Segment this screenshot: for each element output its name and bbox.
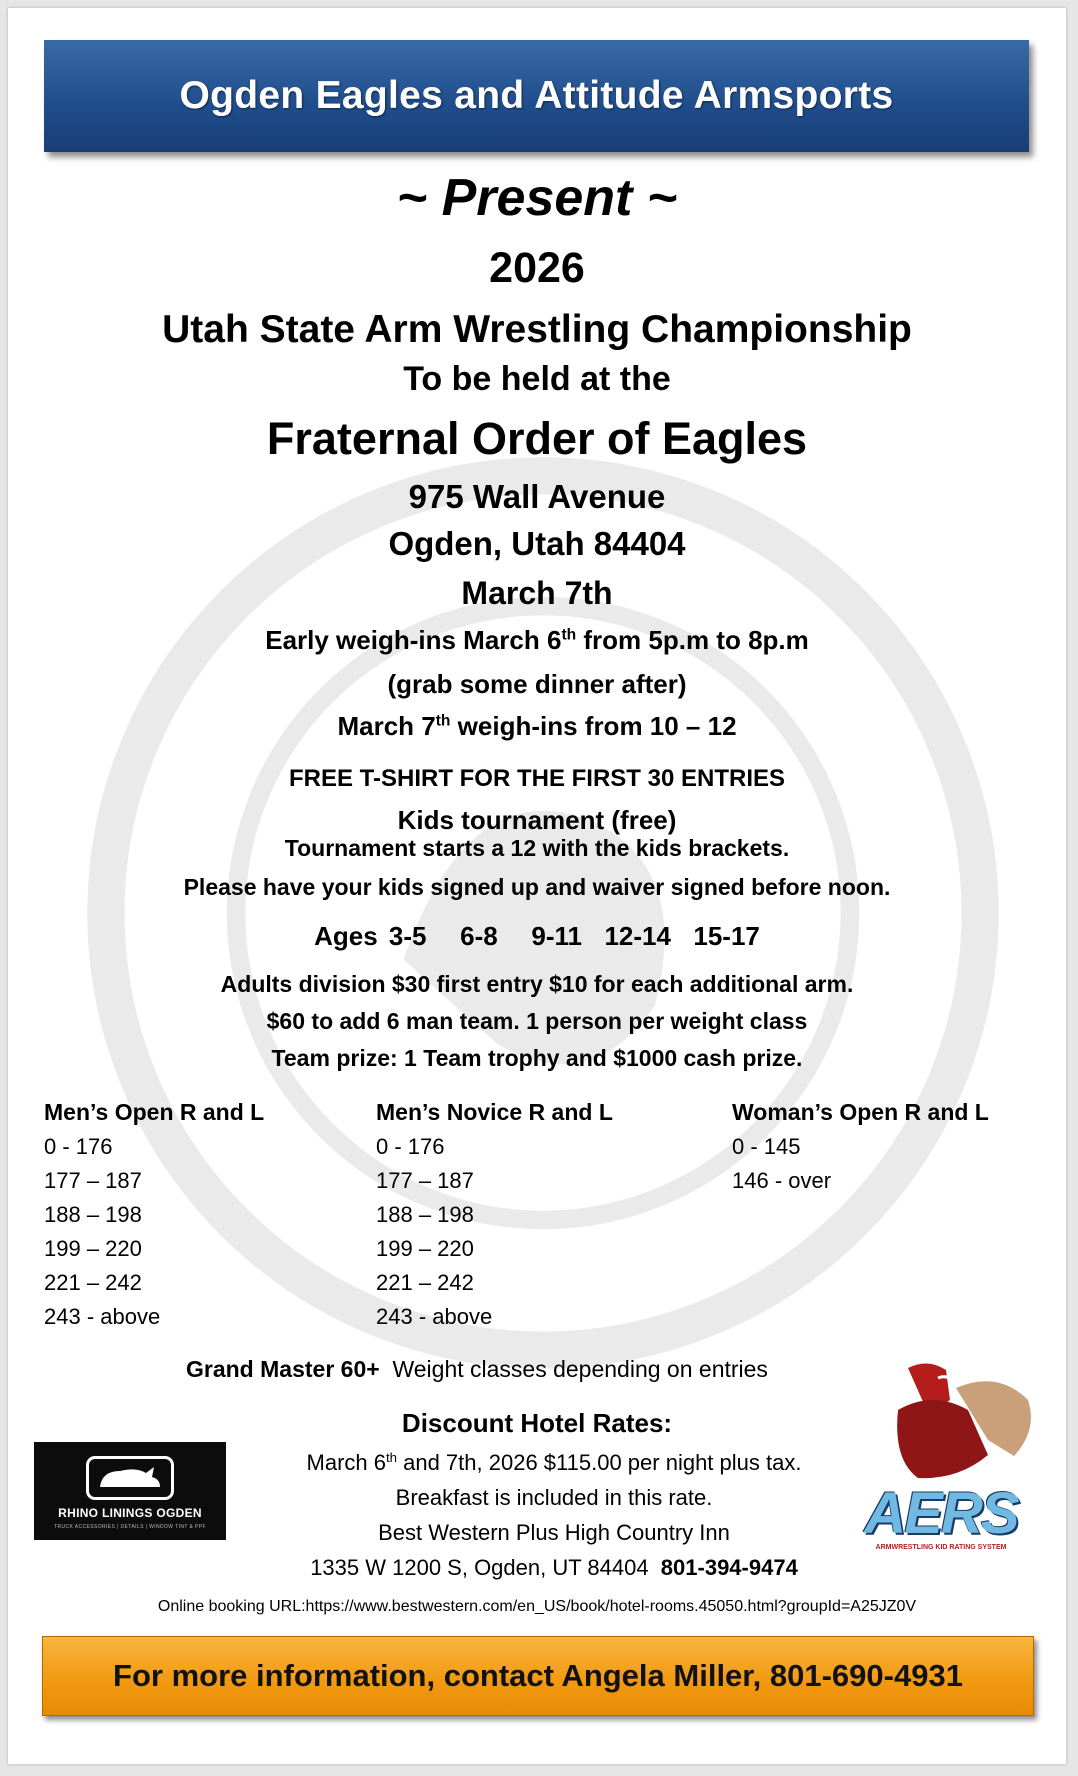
footer-contact-banner — [42, 1636, 1034, 1716]
footer-contact: For more information, contact Angela Miller, 801-690-4931 — [113, 1658, 963, 1693]
division-womens-open — [732, 1096, 989, 1198]
weight-class: 221 – 242 — [376, 1270, 474, 1295]
hotel-address: 1335 W 1200 S, Ogden, UT 84404 801-394-9474 — [310, 1555, 798, 1580]
weight-class: 243 - above — [376, 1304, 493, 1329]
free-shirt-notice: FREE T-SHIRT FOR THE FIRST 30 ENTRIES — [288, 765, 786, 792]
rhino-subtitle: TRUCK ACCESSORIES | DETAILS | WINDOW TINT & PPF — [54, 1524, 206, 1530]
kids-tournament: Kids tournament (free) — [397, 805, 677, 835]
booking-url[interactable]: Online booking URL:https://www.bestwestern.com/en_US/book/hotel-rooms.45050.html?groupId=A25JZ0V — [157, 1598, 917, 1615]
weight-class: 177 – 187 — [44, 1168, 142, 1193]
hotel-name: Best Western Plus High Country Inn — [378, 1520, 730, 1545]
dinner-note: (grab some dinner after) — [387, 669, 687, 699]
adults-fee: Adults division $30 first entry $10 for each additional arm. — [220, 971, 854, 997]
weight-class: 0 - 145 — [732, 1134, 801, 1159]
hotel-phone: 801-394-9474 — [660, 1555, 798, 1580]
event-date: March 7th — [461, 575, 613, 611]
division-title: Men’s Open R and L — [44, 1099, 265, 1125]
division-title: Men’s Novice R and L — [376, 1099, 613, 1125]
hotel-breakfast: Breakfast is included in this rate. — [395, 1485, 713, 1510]
kids-age-groups: Ages 3-5 6-8 9-11 12-14 15-17 — [314, 921, 760, 951]
team-prize: Team prize: 1 Team trophy and $1000 cash prize. — [271, 1045, 803, 1071]
rhino-icon — [89, 1459, 171, 1497]
weight-class: 221 – 242 — [44, 1270, 142, 1295]
header-title: Ogden Eagles and Attitude Armsports — [179, 74, 894, 117]
held-at-line: To be held at the — [403, 360, 671, 398]
division-title: Woman’s Open R and L — [732, 1099, 989, 1125]
hotel-title: Discount Hotel Rates: — [401, 1408, 673, 1438]
hotel-dates: March 6th and 7th, 2026 $115.00 per night plus tax. — [306, 1450, 802, 1475]
present-line: ~ Present ~ — [396, 169, 678, 227]
kids-signup-note: Please have your kids signed up and waiver signed before noon. — [183, 874, 891, 900]
grand-master-note: Weight classes depending on entries — [379, 1356, 768, 1382]
weight-class: 243 - above — [44, 1304, 161, 1329]
event-year: 2026 — [489, 244, 585, 292]
weight-class: 177 – 187 — [376, 1168, 474, 1193]
tournament-start: Tournament starts a 12 with the kids brackets. — [284, 835, 790, 861]
weight-class: 199 – 220 — [44, 1236, 142, 1261]
venue-address-line2: Ogden, Utah 84404 — [388, 525, 686, 562]
early-weigh-ins: Early weigh-ins March 6th from 5p.m to 8p.m — [265, 625, 809, 655]
weight-class: 146 - over — [732, 1168, 832, 1193]
aers-subtitle: ARMWRESTLING KID RATING SYSTEM — [875, 1544, 1007, 1551]
header-banner — [44, 40, 1029, 152]
venue-address-line1: 975 Wall Avenue — [408, 478, 666, 515]
rhino-badge-icon — [86, 1456, 174, 1500]
division-mens-novice — [376, 1096, 613, 1334]
grand-master-line — [186, 1356, 768, 1383]
weight-class: 0 - 176 — [44, 1134, 113, 1159]
rhino-linings-logo — [34, 1442, 226, 1540]
event-title: Utah State Arm Wrestling Championship — [162, 308, 912, 351]
aers-logo — [838, 1360, 1043, 1560]
weight-class: 199 – 220 — [376, 1236, 474, 1261]
weight-class: 0 - 176 — [376, 1134, 445, 1159]
aers-name: AERS — [864, 1481, 1018, 1546]
rhino-name: RHINO LININGS OGDEN — [58, 1506, 202, 1520]
division-mens-open — [44, 1096, 264, 1334]
weight-class: 188 – 198 — [376, 1202, 474, 1227]
flyer-page — [8, 8, 1066, 1764]
armwrestler-figure-icon — [838, 1360, 1038, 1490]
day-weigh-ins: March 7th weigh-ins from 10 – 12 — [337, 711, 737, 741]
team-fee: $60 to add 6 man team. 1 person per weight class — [266, 1008, 808, 1034]
grand-master-label: Grand Master 60+ — [186, 1356, 380, 1382]
weight-class: 188 – 198 — [44, 1202, 142, 1227]
venue-name: Fraternal Order of Eagles — [266, 413, 808, 464]
